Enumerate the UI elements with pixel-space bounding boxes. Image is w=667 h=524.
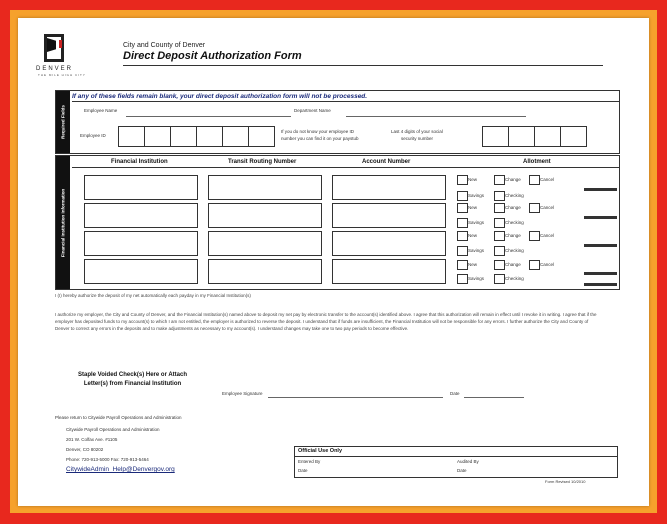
routing-field[interactable] — [208, 231, 322, 256]
account-field[interactable] — [332, 175, 446, 200]
allotment-field[interactable] — [584, 216, 617, 219]
required-warning: If any of these fields remain blank, your direct deposit authorization form will not be processed. — [72, 93, 368, 100]
col-account-number: Account Number — [362, 159, 411, 165]
cancel-label: Cancel — [540, 262, 555, 267]
routing-field[interactable] — [208, 259, 322, 284]
ssn-digit-1[interactable] — [482, 126, 509, 147]
employee-id-digit-5[interactable] — [222, 126, 249, 147]
checking-label: Checking — [505, 193, 524, 198]
institution-field[interactable] — [84, 231, 198, 256]
official-use-header: Official Use Only — [295, 447, 617, 457]
allotment-field[interactable] — [584, 188, 617, 191]
title-rule — [123, 65, 603, 66]
date-field[interactable] — [464, 397, 524, 398]
cancel-label: Cancel — [540, 233, 555, 238]
authorization-text: I authorize my employer, the City and County of Denver, and the Financial Institution(s) named above to deposit my net pay by electronic transfer to the account(s) identified above. I agree that this authorization will remain in effect until I revoke it in writing. I agree that if the employer has deposited funds to my account(s) to which I am not entitled, the employer is authorized to reverse the deposit. I understand that if funds are insufficient, the Financial Institution will not be responsible for any errors. I further authorize the City and County of Denver to correct any errors in the deposits and to make adjustments as necessary to my account(s). I understand changes may take one to two pay periods to become effective. — [55, 312, 597, 331]
ssn-digit-4[interactable] — [560, 126, 587, 147]
change-label: Change — [505, 262, 521, 267]
office-date-label-1: Date — [298, 468, 308, 473]
divider — [72, 167, 619, 168]
office-date-label-2: Date — [457, 468, 467, 473]
return-instruction: Please return to Citywide Payroll Operations and Administration — [55, 415, 182, 420]
change-label: Change — [505, 205, 521, 210]
employee-id-digit-2[interactable] — [144, 126, 171, 147]
allotment-field[interactable] — [584, 244, 617, 247]
change-label: Change — [505, 177, 521, 182]
required-fields-section — [55, 90, 620, 154]
logo-tagline: THE MILE HIGH CITY — [38, 73, 86, 77]
return-line-1: Citywide Payroll Operations and Administration — [66, 427, 160, 432]
audited-by-label: Audited By — [457, 459, 479, 464]
change-checkbox[interactable] — [494, 260, 505, 270]
account-field[interactable] — [332, 203, 446, 228]
logo-accent-icon — [59, 40, 62, 48]
ssn-note-1: Last 4 digits of your social — [391, 129, 443, 134]
change-checkbox[interactable] — [494, 203, 505, 213]
employee-name-field[interactable] — [126, 116, 291, 117]
city-name: City and County of Denver — [123, 42, 206, 49]
employee-id-digit-4[interactable] — [196, 126, 223, 147]
form-title: Direct Deposit Authorization Form — [123, 50, 302, 62]
employee-id-note-2: number you can find it on your paystub — [281, 136, 359, 141]
signature-field[interactable] — [268, 397, 443, 398]
new-label: New — [468, 262, 478, 267]
ssn-digit-3[interactable] — [534, 126, 561, 147]
savings-label: Savings — [468, 248, 485, 253]
savings-label: Savings — [468, 220, 485, 225]
savings-label: Savings — [468, 193, 485, 198]
date-label: Date — [450, 391, 460, 396]
savings-checkbox[interactable] — [457, 246, 468, 256]
entered-by-label: Entered By — [298, 459, 321, 464]
col-allotment: Allotment — [523, 159, 551, 165]
employee-id-digit-3[interactable] — [170, 126, 197, 147]
new-label: New — [468, 233, 478, 238]
checking-label: Checking — [505, 248, 524, 253]
employee-name-label: Employee Name — [84, 108, 118, 113]
form-revision: Form Revised 10/2010 — [545, 479, 586, 484]
savings-checkbox[interactable] — [457, 218, 468, 228]
staple-instructions: Staple Voided Check(s) Here or Attach Letter(s) from Financial Institution — [77, 372, 188, 387]
cancel-checkbox[interactable] — [529, 260, 540, 270]
new-checkbox[interactable] — [457, 203, 468, 213]
financial-section — [55, 155, 620, 290]
account-field[interactable] — [332, 259, 446, 284]
institution-field[interactable] — [84, 203, 198, 228]
return-line-4: Phone: 720-913-5000 Fax: 720-913-5464 — [66, 457, 149, 462]
change-checkbox[interactable] — [494, 175, 505, 185]
cancel-checkbox[interactable] — [529, 203, 540, 213]
employee-id-note-1: If you do not know your employee ID — [281, 129, 355, 134]
checking-checkbox[interactable] — [494, 246, 505, 256]
institution-field[interactable] — [84, 259, 198, 284]
routing-field[interactable] — [208, 203, 322, 228]
cancel-label: Cancel — [540, 205, 555, 210]
employee-id-digit-6[interactable] — [248, 126, 275, 147]
allotment-field[interactable] — [584, 283, 617, 286]
support-email-link[interactable]: CitywideAdmin_Help@Denvergov.org — [66, 466, 175, 473]
ssn-digit-2[interactable] — [508, 126, 535, 147]
change-checkbox[interactable] — [494, 231, 505, 241]
ssn-note-2: security number — [401, 136, 434, 141]
checking-checkbox[interactable] — [494, 218, 505, 228]
logo-wordmark: DENVER — [36, 66, 74, 72]
new-label: New — [468, 205, 478, 210]
checking-checkbox[interactable] — [494, 191, 505, 201]
official-use-box — [294, 446, 618, 478]
savings-checkbox[interactable] — [457, 191, 468, 201]
required-side-label: Required Fields — [56, 91, 70, 153]
new-checkbox[interactable] — [457, 260, 468, 270]
change-label: Change — [505, 233, 521, 238]
savings-label: Savings — [468, 276, 485, 281]
col-transit-routing: Transit Routing Number — [228, 159, 297, 165]
employee-id-label: Employee ID — [80, 133, 106, 138]
new-checkbox[interactable] — [457, 231, 468, 241]
signature-label: Employee Signature — [222, 391, 263, 396]
col-financial-institution: Financial Institution — [111, 159, 168, 165]
employee-id-digit-1[interactable] — [118, 126, 145, 147]
checking-label: Checking — [505, 220, 524, 225]
allotment-field[interactable] — [584, 272, 617, 275]
institution-field[interactable] — [84, 175, 198, 200]
financial-side-label: Financial Institution Information — [56, 156, 70, 289]
remainder-note: I (I) hereby authorize the deposit of my net automatically each payday in my Financial Institution(s) — [55, 293, 251, 298]
department-label: Department Name — [294, 108, 331, 113]
new-label: New — [468, 177, 478, 182]
return-line-2: 201 W. Colfax Ave. #1105 — [66, 437, 118, 442]
return-line-3: Denver, CO 80202 — [66, 447, 104, 452]
account-field[interactable] — [332, 231, 446, 256]
new-checkbox[interactable] — [457, 175, 468, 185]
cancel-checkbox[interactable] — [529, 175, 540, 185]
savings-checkbox[interactable] — [457, 274, 468, 284]
cancel-checkbox[interactable] — [529, 231, 540, 241]
department-field[interactable] — [346, 116, 526, 117]
checking-checkbox[interactable] — [494, 274, 505, 284]
divider — [72, 101, 619, 102]
checking-label: Checking — [505, 276, 524, 281]
routing-field[interactable] — [208, 175, 322, 200]
cancel-label: Cancel — [540, 177, 555, 182]
